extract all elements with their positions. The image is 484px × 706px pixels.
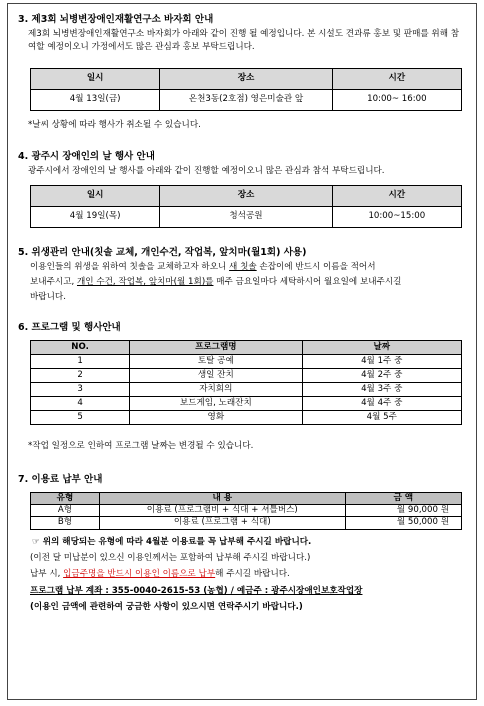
- section-3-description: 제3회 뇌병변장애인재활연구소 바자회가 아래와 같이 진행 될 예정입니다. 본 시설도 견과류 홍보 및 판매를 위해 참여할 예정이오니 가정에서도 많은 관심과 홍보 부탁드립니다.: [28, 29, 460, 53]
- cell-amount: 월 50,000 원: [345, 517, 461, 529]
- cell-date: 4월 13일(금): [31, 90, 160, 111]
- header-place: 장소: [160, 186, 332, 207]
- section-3-table: [30, 68, 462, 111]
- section-5-line-1: [30, 262, 376, 273]
- header-date: 날짜: [302, 341, 461, 355]
- cell-date: 4월 3주 중: [302, 383, 461, 397]
- cell-program: 영화: [130, 411, 302, 425]
- cell-date: 4월 5주: [302, 411, 461, 425]
- text: 매주 금요일마다 세탁하시어 월요일에 보내주시길: [216, 277, 402, 287]
- header-no: NO.: [31, 341, 130, 355]
- fee-table: [30, 492, 462, 530]
- table-row: [31, 517, 462, 529]
- section-6-note: *작업 일정으로 인하여 프로그램 날짜는 변경될 수 있습니다.: [28, 441, 254, 451]
- section-7-title: 7. 이용료 납부 안내: [18, 474, 103, 485]
- highlighted-text: 입금주명을 반드시 이용인 이름으로 납부: [63, 569, 216, 579]
- section-6-title: 6. 프로그램 및 행사안내: [18, 322, 121, 333]
- notice-page: [7, 3, 477, 700]
- section-4-title: 4. 광주시 장애인의 날 행사 안내: [18, 151, 155, 162]
- payment-instruction: ☞ 위의 해당되는 유형에 따라 4월분 이용료를 꼭 납부해 주시길 바랍니다.: [32, 537, 312, 547]
- header-program: 프로그램명: [130, 341, 302, 355]
- cell-date: 4월 19일(목): [31, 207, 160, 228]
- cell-date: 4월 4주 중: [302, 397, 461, 411]
- cell-program: 생일 잔치: [130, 369, 302, 383]
- table-row: [31, 505, 462, 517]
- header-time: 시간: [332, 186, 461, 207]
- cell-place: 청석공원: [160, 207, 332, 228]
- depositor-note: [30, 569, 290, 580]
- section-5-line-2: [30, 277, 401, 288]
- header-amount: 금 액: [345, 493, 461, 505]
- cell-program: 자치회의: [130, 383, 302, 397]
- text: 보내주시고,: [30, 277, 75, 287]
- contact-note: (이용인 금액에 관련하여 궁금한 사항이 있으시면 연락주시기 바랍니다.): [30, 602, 303, 612]
- header-type: 유형: [31, 493, 100, 505]
- underlined-text: 새 칫솔: [229, 262, 257, 272]
- header-date: 일시: [31, 69, 160, 90]
- table-row: [31, 411, 462, 425]
- table-row: [31, 369, 462, 383]
- header-place: 장소: [160, 69, 332, 90]
- cell-type: A형: [31, 505, 100, 517]
- cell-place: 온천3동(2호점) 영은미술관 앞: [160, 90, 332, 111]
- table-row: [31, 397, 462, 411]
- section-3-note: *날씨 상황에 따라 행사가 취소될 수 있습니다.: [28, 120, 201, 130]
- cell-date: 4월 2주 중: [302, 369, 461, 383]
- cell-amount: 월 90,000 원: [345, 505, 461, 517]
- underlined-text: 개인 수건, 작업복, 앞치마(월 1회)를: [76, 277, 214, 287]
- cell-content: 이용료 (프로그램 + 식대): [99, 517, 345, 529]
- text: 이용인들의 위생을 위하여 칫솔을 교체하고자 하오니: [30, 262, 227, 272]
- section-5-line-3: 바랍니다.: [30, 292, 66, 302]
- arrears-note: (이전 달 미납분이 있으신 이용인께서는 포함하여 납부해 주시길 바랍니다.): [30, 553, 311, 563]
- section-4-table: [30, 185, 462, 228]
- cell-date: 4월 1주 중: [302, 355, 461, 369]
- section-4-description: 광주시에서 장애인의 날 행사를 아래와 같이 진행할 예정이오니 많은 관심과 참석 부탁드립니다.: [28, 166, 385, 176]
- cell-program: 토탈 공예: [130, 355, 302, 369]
- cell-content: 이용료 (프로그램비 + 식대 + 셔틀버스): [99, 505, 345, 517]
- cell-program: 보드게임, 노래잔치: [130, 397, 302, 411]
- text: 납부 시,: [30, 569, 61, 579]
- cell-no: 3: [31, 383, 130, 397]
- header-date: 일시: [31, 186, 160, 207]
- section-3-title: 3. 제3회 뇌병변장애인재활연구소 바자회 안내: [18, 14, 214, 25]
- bank-account: 프로그램 납부 계좌 : 355-0040-2615-53 (농협) / 예금주 : 광주시장애인보호작업장: [30, 586, 363, 596]
- cell-no: 5: [31, 411, 130, 425]
- cell-no: 1: [31, 355, 130, 369]
- text: 손잡이에 반드시 이름을 적어서: [259, 262, 376, 272]
- section-5-title: 5. 위생관리 안내(칫솔 교체, 개인수건, 작업복, 앞치마(월1회) 사용): [18, 247, 307, 258]
- table-row: [31, 355, 462, 369]
- cell-type: B형: [31, 517, 100, 529]
- program-table: [30, 340, 462, 425]
- header-content: 내 용: [99, 493, 345, 505]
- cell-no: 4: [31, 397, 130, 411]
- text: 해 주시길 바랍니다.: [215, 569, 290, 579]
- cell-time: 10:00~ 16:00: [332, 90, 461, 111]
- header-time: 시간: [332, 69, 461, 90]
- cell-time: 10:00~15:00: [332, 207, 461, 228]
- cell-no: 2: [31, 369, 130, 383]
- table-row: [31, 383, 462, 397]
